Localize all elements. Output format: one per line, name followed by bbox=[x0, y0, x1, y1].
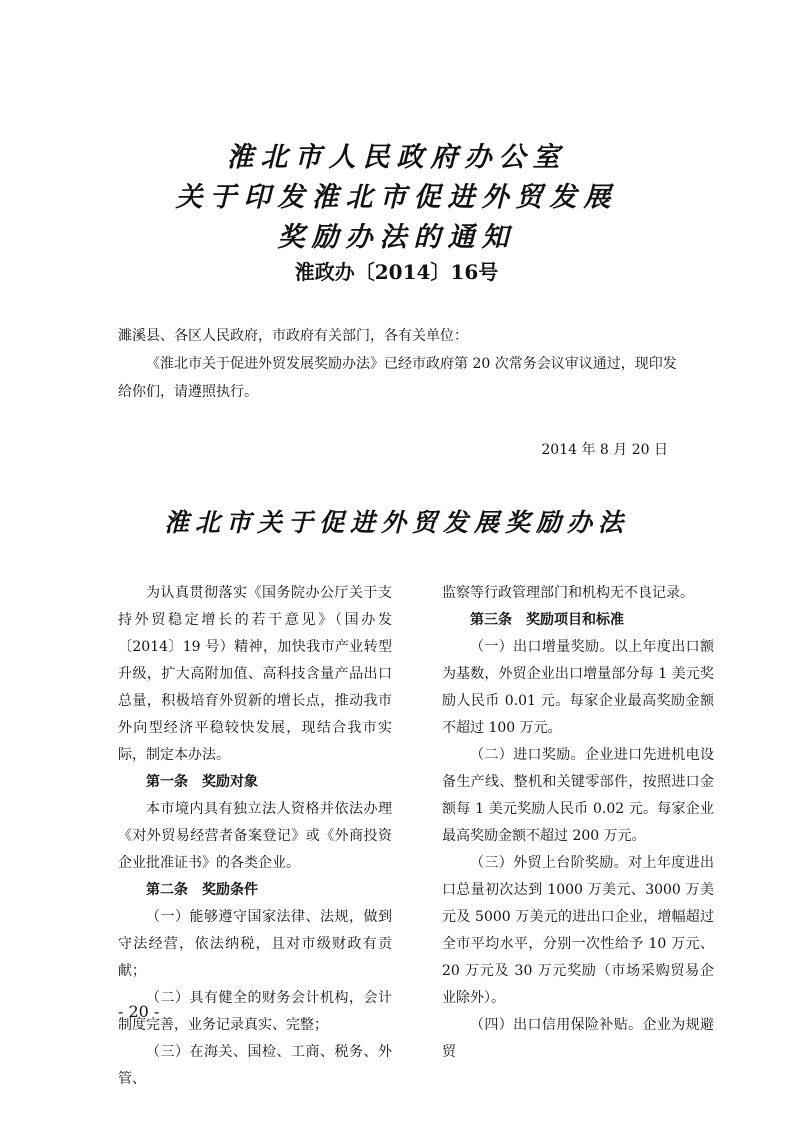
right-text-column bbox=[442, 580, 714, 1066]
addressee: 濉溪县、各区人民政府，市政府有关部门，各有关单位： bbox=[118, 328, 468, 344]
paragraph: （二）具有健全的财务会计机构，会计制度完善，业务记录真实、完整； bbox=[118, 990, 392, 1033]
paragraph: （一）出口增量奖励。以上年度出口额为基数，外贸企业出口增量部分每 1 美元奖励人民币 0.01 元。每家企业最高奖励金额不超过 100 万元。 bbox=[442, 639, 714, 736]
paragraph: 监察等行政管理部门和机构无不良记录。 bbox=[442, 585, 694, 601]
paragraph: （三）在海关、国检、工商、税务、外管、 bbox=[118, 1044, 392, 1087]
signature-date: 2014 年 8 月 20 日 bbox=[541, 442, 668, 458]
notice-body: 《淮北市关于促进外贸发展奖励办法》已经市政府第 20 次常务会议审议通过，现印发给你们，请遵照执行。 bbox=[118, 356, 677, 400]
notice-title-line-1: 淮北市人民政府办公室 bbox=[226, 142, 567, 173]
paragraph: 本市境内具有独立法人资格并依法办理《对外贸易经营者备案登记》或《外商投资企业批准证书》的各类企业。 bbox=[118, 801, 392, 871]
article-heading: 第二条 奖励条件 bbox=[146, 882, 258, 898]
paragraph: （二）进口奖励。企业进口先进机电设备生产线、整机和关键零部件，按照进口金额每 1 美元奖励人民币 0.02 元。每家企业最高奖励金额不超过 200 万元。 bbox=[442, 747, 714, 844]
paragraph: （四）出口信用保险补贴。企业为规避贸 bbox=[442, 1017, 714, 1060]
paragraph: （一）能够遵守国家法律、法规，做到守法经营，依法纳税，且对市级财政有贡献； bbox=[118, 909, 392, 979]
article-heading: 第一条 奖励对象 bbox=[146, 774, 258, 790]
paragraph: 为认真贯彻落实《国务院办公厅关于支持外贸稳定增长的若干意见》（国办发〔2014〕19 号）精神，加快我市产业转型升级，扩大高附加值、高科技含量产品出口总量，积极培育外贸新的增长点，推动我市外向型经济平稳较快发展，现结合我市实际，制定本办法。 bbox=[118, 585, 392, 763]
measures-title: 淮北市关于促进外贸发展奖励办法 bbox=[163, 508, 629, 537]
paragraph: （三）外贸上台阶奖励。对上年度进出口总量初次达到 1000 万美元、3000 万美元及 5000 万美元的进出口企业，增幅超过全市平均水平，分别一次性给予 10 万元、20 万元及 30 万元奖励（市场采购贸易企业除外）。 bbox=[442, 855, 714, 1006]
notice-title-line-3: 奖励办法的通知 bbox=[277, 222, 516, 253]
document-number: 淮政办〔2014〕16号 bbox=[294, 260, 499, 284]
notice-title-line-2: 关于印发淮北市促进外贸发展 bbox=[175, 182, 618, 213]
article-heading: 第三条 奖励项目和标准 bbox=[470, 612, 624, 628]
page-number: - 20 - bbox=[118, 1002, 160, 1021]
